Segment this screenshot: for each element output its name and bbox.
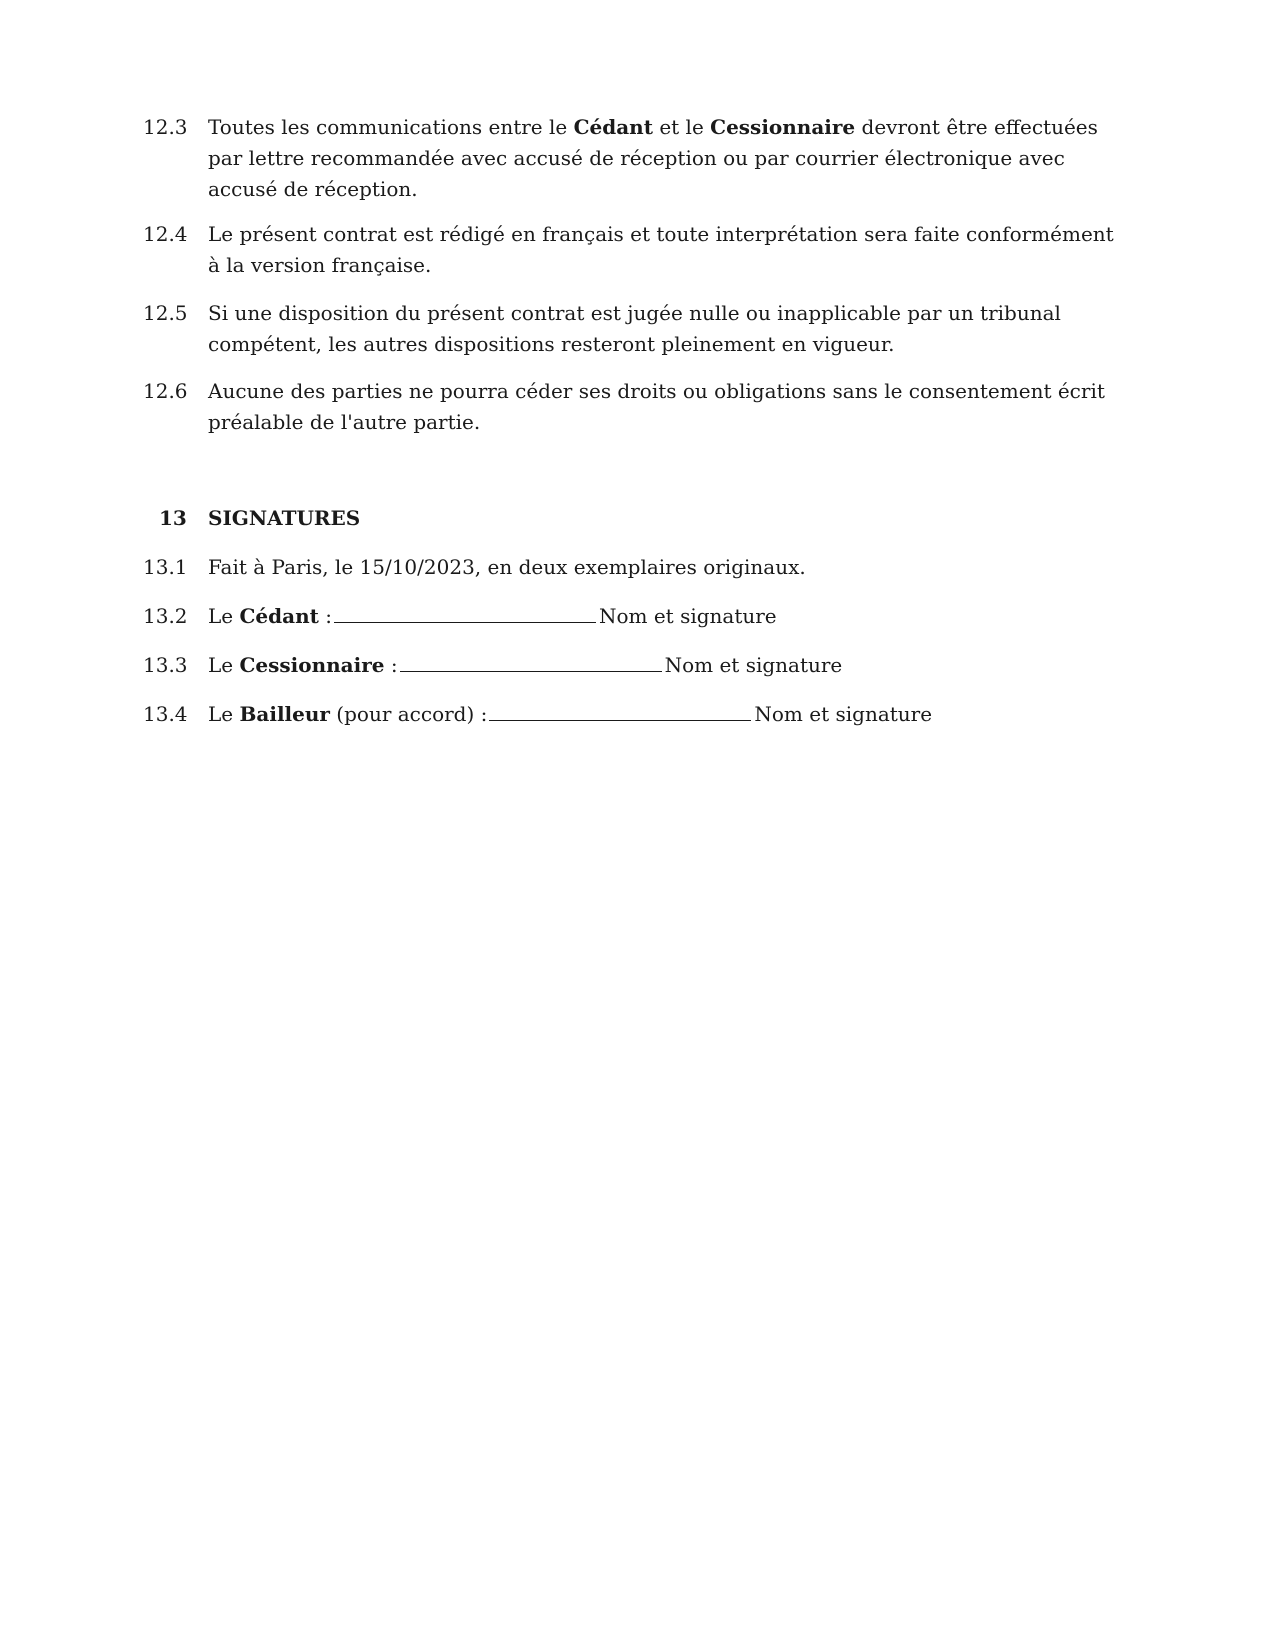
clause-number: 13.1 [143,555,188,579]
clause-number: 13.2 [143,604,188,628]
clause-text-part: : [318,604,332,628]
clause-text-part: : [384,653,398,677]
clause-12-5 [143,298,1123,360]
clause-number: 12.5 [143,301,188,325]
signature-row-cessionnaire [208,650,1123,681]
clause-number: 12.4 [143,222,188,246]
clause-12-3 [143,112,1123,205]
clause-12-4 [143,219,1123,281]
clause-13-1 [143,552,1123,583]
clause-text: Le présent contrat est rédigé en français et toute interprétation sera faite conformément à la version française. [208,222,1114,277]
party-name: Cédant [239,604,319,628]
party-cedant: Cédant [573,115,653,139]
clause-12-6 [143,376,1123,438]
party-name: Cessionnaire [239,653,385,677]
clause-13-3 [143,650,1123,681]
signature-caption: Nom et signature [754,702,933,726]
clause-text-part: Le [208,702,240,726]
section-title: SIGNATURES [208,506,361,530]
signature-row-bailleur [208,699,1123,730]
clause-text-part: devront être effectuées par lettre recommandée avec accusé de réception ou par courrier électronique avec accusé de réception. [208,115,1098,201]
section-heading-signatures [143,503,360,534]
signature-line[interactable] [400,651,662,672]
clause-text-part: Le [208,604,240,628]
signature-caption: Nom et signature [664,653,843,677]
clause-number: 13.3 [143,653,188,677]
signature-line[interactable] [489,700,751,721]
clause-number: 12.3 [143,115,188,139]
clause-text-part: (pour accord) : [329,702,488,726]
signature-line[interactable] [334,602,596,623]
clause-number: 13.4 [143,702,188,726]
signature-row-cedant [208,601,1123,632]
clause-13-4 [143,699,1123,730]
party-name: Bailleur [239,702,330,726]
clause-text: Fait à Paris, le 15/10/2023, en deux exemplaires originaux. [208,555,806,579]
clause-text: Aucune des parties ne pourra céder ses droits ou obligations sans le consentement écrit préalable de l'autre partie. [208,379,1105,434]
clause-number: 12.6 [143,379,188,403]
clause-text-part: Le [208,653,240,677]
clause-text: Si une disposition du présent contrat est jugée nulle ou inapplicable par un tribunal compétent, les autres dispositions resteront pleinement en vigueur. [208,301,1061,356]
clause-text-part: et le [652,115,711,139]
clause-text-part: Toutes les communications entre le [208,115,574,139]
signature-caption: Nom et signature [598,604,777,628]
clause-text [208,112,1123,205]
party-cessionnaire: Cessionnaire [710,115,856,139]
clause-13-2 [143,601,1123,632]
section-number: 13 [159,506,187,530]
